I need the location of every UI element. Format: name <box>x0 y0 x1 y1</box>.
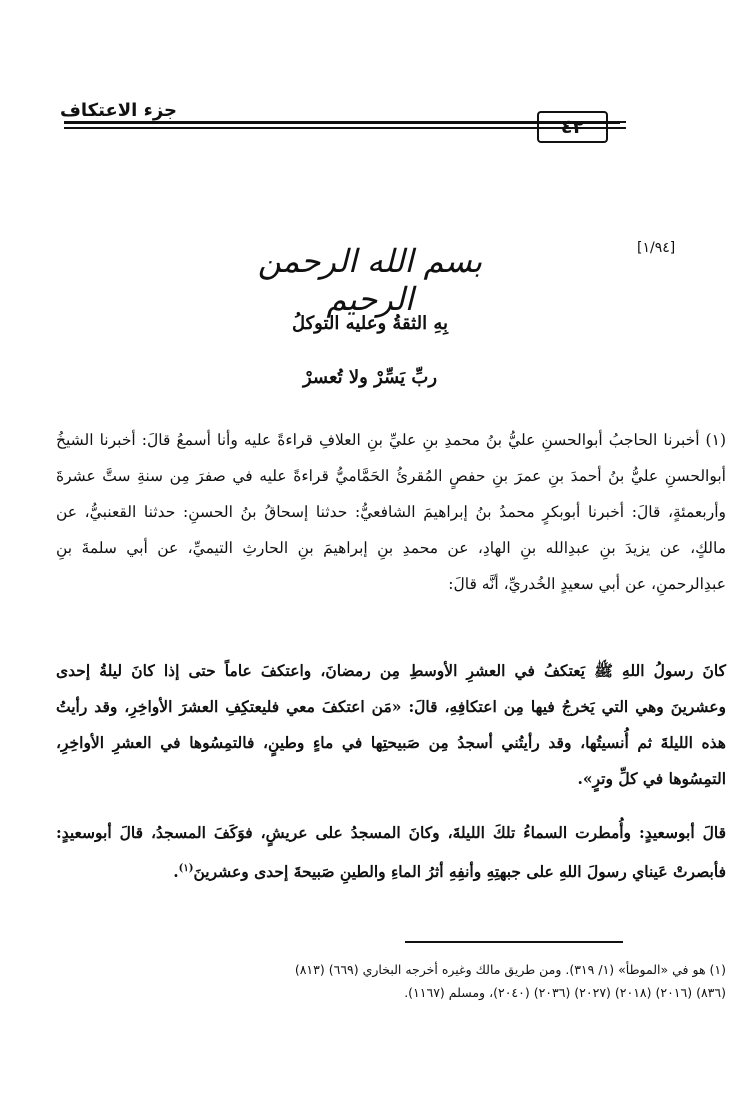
footnote-line: (٨٣٦) (٢٠١٦) (٢٠١٨) (٢٠٢٧) (٢٠٣٦) (٢٠٤٠)، ومسلم (١١٦٧). <box>404 985 726 1000</box>
hadith-paragraph: كانَ رسولُ اللهِ ﷺ يَعتكفُ في العشرِ الأوسطِ مِن رمضانَ، واعتكفَ عاماً حتى إذا كانَ ليلةُ إحدى وعشرينَ وهي التي يَخرجُ فيها مِن اعتكافِهِ، قالَ: «مَن اعتكفَ معي فليعتكِفِ العشرَ الأواخِرِ، وقد رأيتُ هذه الليلةَ ثم أُنسيتُها، وقد رأيتُني أسجدُ مِن صَبيحتِها في ماءٍ وطينٍ، فالتمِسُوها في العشرِ الأواخِرِ، التمِسُوها في كلِّ وترٍ». <box>56 661 726 788</box>
conclusion-paragraph: قالَ أبوسعيدٍ: وأُمطرت السماءُ تلكَ الليلةَ، وكانَ المسجدُ على عريشٍ، فوَكَفَ المسجدُ، قالَ أبوسعيدٍ: فأبصرتْ عَيناي رسولَ اللهِ على جبهتِهِ وأنفِهِ أثرُ الماءِ والطينِ صَبيحةَ إحدى وعشرينَ$^{(١)}$. <box>56 823 726 882</box>
subheading-trust: بِهِ الثقةُ وعليه التوكلُ <box>291 313 449 334</box>
footnote-separator <box>405 941 623 943</box>
footnote <box>56 958 726 1004</box>
isnad-paragraph: (١) أخبرنا الحاجبُ أبوالحسنِ عليُّ بنُ محمدِ بنِ عليِّ بنِ العلافِ قراءةً عليه وأنا أسمعُ قالَ: أخبرنا الشيخُ أبوالحسنِ عليُّ بنُ أحمدَ بنِ عمرَ بنِ حفصٍ المُقرئُ الحَمَّاميُّ قراءةً عليه في صفرَ مِن سنةِ ستَّ عشرةَ وأربعمئةٍ، قالَ: أخبرنا أبوبكرٍ محمدُ بنُ إبراهيمَ الشافعيُّ: حدثنا إسحاقُ بنُ الحسنِ: حدثنا القعنبيُّ، عن مالكٍ، عن يزيدَ بنِ عبدِالله بنِ الهادِ، عن محمدِ بنِ إبراهيمَ بنِ الحارثِ التيميِّ، عن أبي سلمةَ بنِ عبدِالرحمنِ، عن أبي سعيدٍ الخُدريِّ، أنَّه قالَ: <box>56 431 726 593</box>
running-header-title: جزء الاعتكاف <box>60 100 177 121</box>
header-rule-tick <box>608 127 626 129</box>
footnote-line: (١) هو في «الموطأ» (١/ ٣١٩). ومن طريق مالك وغيره أخرجه البخاري (٦٦٩) (٨١٣) <box>294 962 726 977</box>
footnote-marker: (١) <box>178 863 194 874</box>
manuscript-folio-reference: [١/٩٤] <box>637 240 676 256</box>
subheading-supplication: ربِّ يَسِّرْ ولا تُعسرْ <box>302 367 438 388</box>
header-rule-tick <box>608 121 626 123</box>
page-number-box <box>537 111 608 143</box>
page-number: ٤٢ <box>560 116 585 138</box>
basmala-calligraphy: بسم الله الرحمن الرحيم <box>257 242 483 318</box>
conclusion-text: قالَ أبوسعيدٍ: وأُمطرت السماءُ تلكَ الليلةَ، وكانَ المسجدُ على عريشٍ، فوَكَفَ المسجدُ، قالَ أبوسعيدٍ: فأبصرتْ عَيناي رسولَ اللهِ على جبهتِهِ وأنفِهِ أثرُ الماءِ والطينِ صَبيحةَ إحدى وعشرينَ <box>56 823 726 882</box>
